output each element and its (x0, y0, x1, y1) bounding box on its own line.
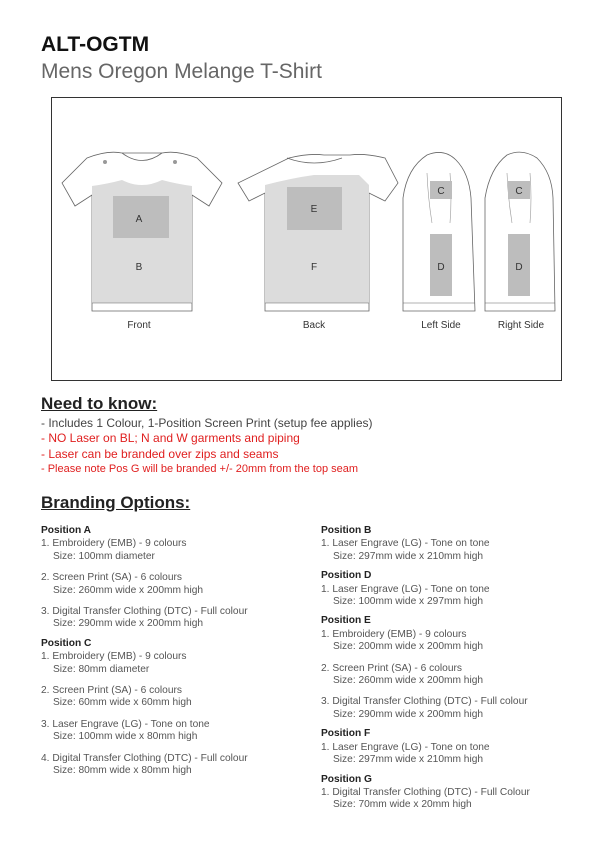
option-method: 2. Screen Print (SA) - 6 colours (41, 572, 182, 584)
option-method: 1. Embroidery (EMB) - 9 colours (41, 651, 187, 663)
option-method: 1. Laser Engrave (LG) - Tone on tone (321, 538, 490, 550)
option-method: 2. Screen Print (SA) - 6 colours (41, 685, 182, 697)
position-title: Position F (321, 728, 371, 740)
back-view (238, 154, 398, 331)
position-b (321, 525, 530, 563)
branding-options-heading: Branding Options: (41, 493, 191, 512)
option-size: Size: 260mm wide x 200mm high (53, 584, 204, 596)
option-method: 1. Laser Engrave (LG) - Tone on tone (321, 583, 490, 595)
branding-option (41, 753, 248, 778)
option-method: 3. Laser Engrave (LG) - Tone on tone (41, 718, 210, 730)
note-item: - Please note Pos G will be branded +/- 20mm from the top seam (41, 462, 359, 475)
option-size: Size: 60mm wide x 60mm high (53, 697, 192, 709)
option-size: Size: 200mm wide x 200mm high (333, 641, 484, 653)
branding-option (321, 696, 530, 721)
position-title: Position G (321, 773, 372, 785)
position-g (321, 774, 530, 812)
option-size: Size: 297mm wide x 210mm high (333, 550, 484, 562)
branding-option (41, 538, 248, 563)
garment-diagram (51, 97, 562, 381)
zone-d-right-label: D (515, 262, 523, 273)
branding-option (41, 572, 248, 597)
zone-c-left-label: C (437, 186, 445, 197)
need-to-know-notes (41, 416, 373, 477)
option-method: 1. Digital Transfer Clothing (DTC) - Full Colour (321, 786, 530, 798)
note-item: - Laser can be branded over zips and seams (41, 446, 279, 461)
position-c (41, 638, 248, 778)
zone-c-right-label: C (515, 186, 523, 197)
position-title: Position B (321, 525, 372, 536)
product-name: Mens Oregon Melange T-Shirt (41, 60, 322, 83)
position-d (321, 570, 530, 608)
branding-option (41, 651, 248, 676)
product-code: ALT-OGTM (41, 33, 150, 56)
branding-option (321, 787, 530, 812)
option-size: Size: 80mm diameter (53, 663, 150, 675)
view-label-right-side: Right Side (497, 320, 545, 331)
zone-f-label: F (310, 262, 318, 273)
branding-option (321, 538, 530, 563)
option-size: Size: 260mm wide x 200mm high (333, 675, 484, 687)
position-title: Position C (41, 637, 92, 649)
option-size: Size: 290mm wide x 200mm high (53, 618, 204, 630)
need-to-know-heading: Need to know: (41, 394, 158, 413)
branding-option (321, 663, 530, 688)
view-label-back: Back (302, 320, 326, 331)
position-e (321, 615, 530, 721)
branding-option (41, 685, 248, 710)
front-view (62, 152, 222, 331)
option-method: 1. Embroidery (EMB) - 9 colours (321, 628, 467, 640)
option-method: 4. Digital Transfer Clothing (DTC) - Full colour (41, 752, 248, 764)
option-size: Size: 100mm diameter (53, 550, 155, 562)
left-side-view (403, 152, 475, 331)
garment-drawing (52, 98, 563, 382)
option-method: 1. Embroidery (EMB) - 9 colours (41, 538, 187, 550)
position-a (41, 525, 248, 631)
option-size: Size: 297mm wide x 210mm high (333, 754, 484, 766)
zone-a-label: A (135, 214, 143, 225)
branding-column-left (41, 525, 248, 785)
note-item: - NO Laser on BL; N and W garments and piping (41, 431, 300, 446)
branding-option (321, 629, 530, 654)
zone-e-label: E (310, 204, 318, 215)
note-item: - Includes 1 Colour, 1-Position Screen Print (setup fee applies) (41, 416, 373, 430)
option-method: 2. Screen Print (SA) - 6 colours (321, 662, 462, 674)
option-size: Size: 70mm wide x 20mm high (333, 799, 472, 811)
option-size: Size: 100mm wide x 80mm high (53, 731, 198, 743)
branding-option (41, 719, 248, 744)
option-size: Size: 290mm wide x 200mm high (333, 708, 484, 720)
branding-option (321, 742, 530, 767)
branding-option (41, 606, 248, 631)
option-size: Size: 100mm wide x 297mm high (333, 596, 484, 608)
view-label-front: Front (127, 320, 151, 331)
right-side-view (485, 152, 555, 331)
view-label-left-side: Left Side (421, 320, 461, 331)
position-f (321, 728, 530, 766)
position-title: Position D (321, 570, 372, 582)
option-method: 1. Laser Engrave (LG) - Tone on tone (321, 741, 490, 753)
position-title: Position A (41, 525, 91, 536)
position-title: Position E (321, 615, 371, 627)
branding-option (321, 584, 530, 609)
zone-b-label: B (135, 262, 143, 273)
option-method: 3. Digital Transfer Clothing (DTC) - Full colour (321, 696, 528, 708)
branding-column-right (321, 525, 530, 819)
option-method: 3. Digital Transfer Clothing (DTC) - Full colour (41, 606, 248, 618)
zone-d-left-label: D (437, 262, 445, 273)
option-size: Size: 80mm wide x 80mm high (53, 765, 192, 777)
